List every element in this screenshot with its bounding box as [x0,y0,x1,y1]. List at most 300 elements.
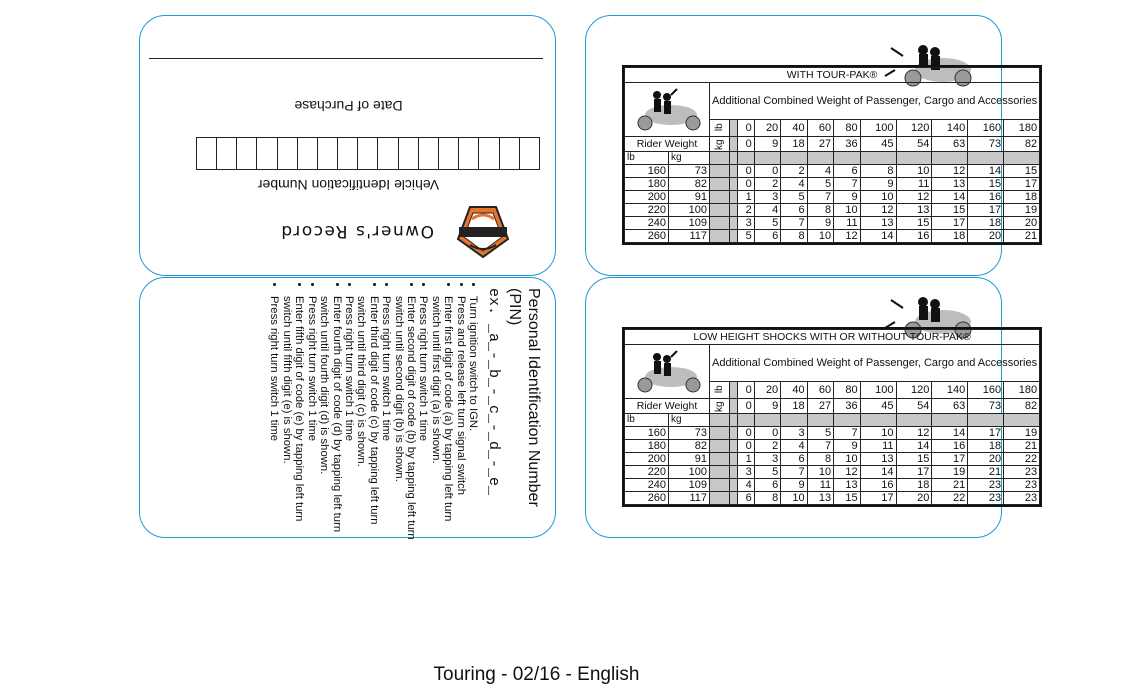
table-cell: 4 [737,479,754,492]
table-cell: 23 [968,492,1004,505]
gray-spacer [710,165,730,178]
table-cell: 7 [807,440,833,453]
column-kg: 27 [807,399,833,414]
unit-lb-label: lb [710,119,730,136]
row-lb: 220 [625,466,669,479]
column-kg: 0 [737,399,754,414]
table-cell: 21 [1004,440,1040,453]
gray-spacer [729,427,737,440]
table-cell: 16 [932,440,968,453]
table-row [625,230,1040,243]
table-cell: 10 [807,466,833,479]
row-kg: 117 [669,230,710,243]
table-cell: 15 [1004,165,1040,178]
column-kg: 45 [860,137,896,152]
vin-box[interactable] [196,137,217,170]
table-cell: 19 [932,466,968,479]
table-cell: 13 [932,178,968,191]
vin-box[interactable] [317,137,338,170]
table-cell: 15 [896,217,932,230]
column-kg: 9 [754,399,780,414]
table-cell: 15 [896,453,932,466]
table-cell: 0 [754,427,780,440]
column-lb: 80 [834,119,860,136]
row-lb: 180 [625,178,669,191]
gray-spacer [968,414,1004,427]
gray-spacer [1004,152,1040,165]
row-lb: 200 [625,453,669,466]
gray-spacer [729,381,737,398]
table-cell: 12 [932,165,968,178]
table-header-description: Additional Combined Weight of Passenger, Cargo and Accessories [710,345,1040,382]
gray-spacer [729,204,737,217]
gray-spacer [737,152,754,165]
gray-spacer [729,165,737,178]
table-cell: 7 [834,427,860,440]
table-cell: 14 [860,230,896,243]
column-lb: 0 [737,381,754,398]
vin-box[interactable] [438,137,459,170]
footer-text: Touring - 02/16 - English [433,664,640,685]
pin-step: • Enter second digit of code (b) by tapping left turn switch until second digit (b) is shown. [392,296,417,551]
unit-lb-heading: lb [625,414,669,427]
table-row [625,217,1040,230]
table-row [625,466,1040,479]
unit-kg-label: kg [710,137,730,152]
table-cell: 10 [781,492,807,505]
table-cell: 22 [1004,453,1040,466]
gray-spacer [860,152,896,165]
gray-spacer [729,399,737,414]
table-cell: 6 [737,492,754,505]
table-cell: 3 [754,191,780,204]
gray-spacer [729,440,737,453]
table-cell: 19 [1004,427,1040,440]
unit-kg-heading: kg [669,152,710,165]
pin-step: • Press right turn switch 1 time [380,296,392,551]
gray-spacer [1004,414,1040,427]
gray-spacer [710,152,730,165]
gray-spacer [729,119,737,136]
table-cell: 6 [781,453,807,466]
table-cell: 7 [834,178,860,191]
table-cell: 13 [896,204,932,217]
column-lb: 180 [1004,381,1040,398]
column-lb: 180 [1004,119,1040,136]
row-kg: 73 [669,165,710,178]
table-cell: 22 [932,492,968,505]
table-cell: 9 [781,479,807,492]
table-cell: 15 [932,204,968,217]
table-cell: 0 [737,165,754,178]
table-header-description: Additional Combined Weight of Passenger, Cargo and Accessories [710,83,1040,120]
table-cell: 5 [807,427,833,440]
table-cell: 0 [737,440,754,453]
table-cell: 8 [807,453,833,466]
pin-step: • Press right turn switch 1 time [268,296,280,551]
vin-box[interactable] [398,137,419,170]
vin-box[interactable] [458,137,479,170]
column-lb: 140 [932,381,968,398]
column-lb: 160 [968,119,1004,136]
pin-card [139,277,556,538]
table-cell: 15 [834,492,860,505]
table-row [625,204,1040,217]
column-lb: 20 [754,381,780,398]
table-cell: 6 [781,204,807,217]
table-cell: 10 [860,427,896,440]
row-lb: 220 [625,204,669,217]
column-lb: 40 [781,119,807,136]
load-table-card-low-shocks [585,277,1038,538]
table-cell: 12 [834,230,860,243]
owner-record-card [139,15,556,276]
pin-example: ex. _a_-_b_-_c_-_d_-_e_ [485,288,502,496]
table-row [625,178,1040,191]
table-cell: 8 [860,165,896,178]
vin-box[interactable] [277,137,298,170]
column-lb: 100 [860,119,896,136]
pin-step: • Press right turn switch 1 time [343,296,355,551]
table-cell: 15 [968,178,1004,191]
table-cell: 13 [834,479,860,492]
column-kg: 9 [754,137,780,152]
table-cell: 10 [860,191,896,204]
table-cell: 21 [1004,230,1040,243]
motorcycle-two-riders-icon [627,347,707,393]
table-cell: 11 [807,479,833,492]
table-cell: 9 [860,178,896,191]
vin-box[interactable] [337,137,358,170]
table-cell: 9 [807,217,833,230]
table-cell: 5 [807,178,833,191]
row-kg: 73 [669,427,710,440]
column-kg: 63 [932,137,968,152]
gray-spacer [729,152,737,165]
table-cell: 16 [860,479,896,492]
load-table [624,329,1040,505]
table-cell: 2 [781,165,807,178]
table-cell: 10 [834,204,860,217]
gray-spacer [729,137,737,152]
load-table [624,67,1040,243]
table-cell: 12 [860,204,896,217]
table-cell: 17 [932,217,968,230]
column-kg: 54 [896,399,932,414]
column-kg: 18 [781,399,807,414]
pin-content [140,278,557,539]
gray-spacer [710,178,730,191]
vin-box[interactable] [499,137,520,170]
gray-spacer [754,414,780,427]
pin-step: • Enter fourth digit of code (d) by tapping left turn switch until fourth digit (d) is shown. [318,296,343,551]
table-cell: 18 [1004,191,1040,204]
table-cell: 9 [834,191,860,204]
table-cell: 21 [932,479,968,492]
table-cell: 0 [737,427,754,440]
table-cell: 14 [968,165,1004,178]
table-cell: 14 [932,427,968,440]
table-cell: 17 [896,466,932,479]
row-kg: 82 [669,440,710,453]
table-cell: 5 [754,466,780,479]
load-table-card-tourpak [585,15,1038,276]
table-cell: 2 [754,440,780,453]
pin-step: • Press right turn switch 1 time [305,296,317,551]
gray-spacer [729,217,737,230]
table-cell: 11 [860,440,896,453]
owner-record-content [140,16,557,277]
column-lb: 60 [807,119,833,136]
column-lb: 40 [781,381,807,398]
gray-spacer [729,414,737,427]
row-lb: 240 [625,479,669,492]
table-cell: 11 [896,178,932,191]
row-kg: 82 [669,178,710,191]
gray-spacer [710,217,730,230]
gray-spacer [710,191,730,204]
row-lb: 200 [625,191,669,204]
vin-box[interactable] [378,137,399,170]
table-row [625,427,1040,440]
gray-spacer [834,414,860,427]
pin-step: • Enter first digit of code (a) by tapping left turn switch until first digit (a) is shown. [429,296,454,551]
column-lb: 0 [737,119,754,136]
gray-spacer [754,152,780,165]
column-kg: 45 [860,399,896,414]
table-row [625,492,1040,505]
column-lb: 120 [896,119,932,136]
table-cell: 5 [737,230,754,243]
gray-spacer [807,414,833,427]
unit-lb-label: lb [710,381,730,398]
pin-step: • Enter third digit of code (c) by tapping left turn switch until third digit (c) is shown. [355,296,380,551]
table-cell: 23 [1004,492,1040,505]
vin-box[interactable] [256,137,277,170]
gray-spacer [729,453,737,466]
rider-icon-cell [625,345,710,399]
table-cell: 18 [968,440,1004,453]
vin-box[interactable] [216,137,237,170]
table-cell: 14 [932,191,968,204]
table-cell: 2 [754,178,780,191]
rider-weight-label: Rider Weight [625,399,710,414]
gray-spacer [710,453,730,466]
unit-kg-label: kg [710,399,730,414]
vin-box[interactable] [519,137,540,170]
column-lb: 80 [834,381,860,398]
table-cell: 12 [896,427,932,440]
table-row [625,191,1040,204]
gray-spacer [729,230,737,243]
column-kg: 73 [968,137,1004,152]
table-cell: 6 [754,479,780,492]
row-lb: 260 [625,492,669,505]
table-title: LOW HEIGHT SHOCKS WITH OR WITHOUT TOUR-PAK® [625,330,1040,345]
table-cell: 17 [968,204,1004,217]
table-cell: 10 [896,165,932,178]
table-cell: 2 [737,204,754,217]
table-cell: 16 [968,191,1004,204]
table-cell: 8 [807,204,833,217]
table-row [625,453,1040,466]
row-lb: 180 [625,440,669,453]
table-cell: 4 [807,165,833,178]
table-cell: 12 [834,466,860,479]
vin-boxes[interactable] [197,137,540,170]
row-lb: 160 [625,165,669,178]
table-cell: 6 [834,165,860,178]
column-lb: 120 [896,381,932,398]
column-kg: 82 [1004,399,1040,414]
rider-icon-cell [625,83,710,137]
row-lb: 160 [625,427,669,440]
harley-davidson-logo-icon [456,205,510,259]
table-cell: 3 [781,427,807,440]
table-cell: 20 [968,453,1004,466]
table-cell: 7 [781,466,807,479]
table-cell: 6 [754,230,780,243]
gray-spacer [710,440,730,453]
table-cell: 17 [1004,178,1040,191]
column-kg: 82 [1004,137,1040,152]
table-cell: 17 [932,453,968,466]
motorcycle-two-riders-icon [627,85,707,131]
gray-spacer [710,466,730,479]
gray-spacer [896,414,932,427]
table-cell: 19 [1004,204,1040,217]
date-of-purchase-label: Date of Purchase [294,98,403,114]
table-cell: 14 [860,466,896,479]
column-lb: 100 [860,381,896,398]
table-cell: 13 [807,492,833,505]
table-cell: 7 [781,217,807,230]
gray-spacer [932,414,968,427]
table-cell: 1 [737,191,754,204]
table-cell: 3 [754,453,780,466]
gray-spacer [710,479,730,492]
row-kg: 100 [669,466,710,479]
unit-kg-heading: kg [669,414,710,427]
table-cell: 20 [896,492,932,505]
row-lb: 240 [625,217,669,230]
gray-spacer [932,152,968,165]
table-cell: 9 [834,440,860,453]
table-cell: 10 [834,453,860,466]
column-lb: 160 [968,381,1004,398]
gray-spacer [710,427,730,440]
table-cell: 5 [754,217,780,230]
vin-box[interactable] [236,137,257,170]
gray-spacer [710,414,730,427]
column-kg: 54 [896,137,932,152]
table-cell: 23 [1004,466,1040,479]
table-cell: 18 [968,217,1004,230]
column-kg: 63 [932,399,968,414]
table-title: WITH TOUR-PAK® [625,68,1040,83]
table-cell: 7 [807,191,833,204]
vin-box[interactable] [478,137,499,170]
table-cell: 5 [781,191,807,204]
column-lb: 140 [932,119,968,136]
table-cell: 0 [737,178,754,191]
pin-step: • Enter fifth digit of code (e) by tapping left turn switch until fifth digit (e) is shown. [281,296,306,551]
gray-spacer [737,414,754,427]
vin-box[interactable] [418,137,439,170]
column-kg: 0 [737,137,754,152]
row-kg: 91 [669,453,710,466]
pin-step: • Turn ignition switch to IGN. [467,296,479,551]
table-cell: 12 [896,191,932,204]
gray-spacer [729,492,737,505]
table-cell: 21 [968,466,1004,479]
gray-spacer [781,152,807,165]
gray-spacer [781,414,807,427]
table-cell: 14 [896,440,932,453]
table-cell: 3 [737,466,754,479]
column-kg: 18 [781,137,807,152]
row-kg: 109 [669,217,710,230]
column-kg: 36 [834,399,860,414]
table-cell: 23 [1004,479,1040,492]
table-cell: 13 [860,453,896,466]
table-cell: 4 [781,440,807,453]
row-kg: 117 [669,492,710,505]
vin-box[interactable] [357,137,378,170]
column-kg: 27 [807,137,833,152]
table-cell: 23 [968,479,1004,492]
column-lb: 20 [754,119,780,136]
vin-box[interactable] [297,137,318,170]
table-cell: 4 [754,204,780,217]
pin-step: • Press and release left turn signal switch [454,296,466,551]
table-cell: 18 [932,230,968,243]
table-row [625,479,1040,492]
owner-record-title: Owner's Record [279,221,434,241]
gray-spacer [729,178,737,191]
table-cell: 16 [896,230,932,243]
table-cell: 18 [896,479,932,492]
row-kg: 100 [669,204,710,217]
table-cell: 10 [807,230,833,243]
column-kg: 36 [834,137,860,152]
gray-spacer [729,479,737,492]
gray-spacer [710,230,730,243]
date-line [149,58,543,59]
gray-spacer [968,152,1004,165]
vin-label: Vehicle Identification Number [257,177,440,193]
table-cell: 20 [1004,217,1040,230]
table-cell: 0 [754,165,780,178]
rider-weight-label: Rider Weight [625,137,710,152]
gray-spacer [896,152,932,165]
gray-spacer [860,414,896,427]
table-cell: 8 [754,492,780,505]
table-cell: 17 [860,492,896,505]
gray-spacer [729,466,737,479]
table-row [625,165,1040,178]
pin-steps-list [268,282,479,551]
pin-title: Personal Identification Number (PIN) [506,288,542,507]
column-lb: 60 [807,381,833,398]
column-kg: 73 [968,399,1004,414]
row-kg: 109 [669,479,710,492]
row-lb: 260 [625,230,669,243]
table-cell: 20 [968,230,1004,243]
gray-spacer [807,152,833,165]
table-cell: 17 [968,427,1004,440]
row-kg: 91 [669,191,710,204]
